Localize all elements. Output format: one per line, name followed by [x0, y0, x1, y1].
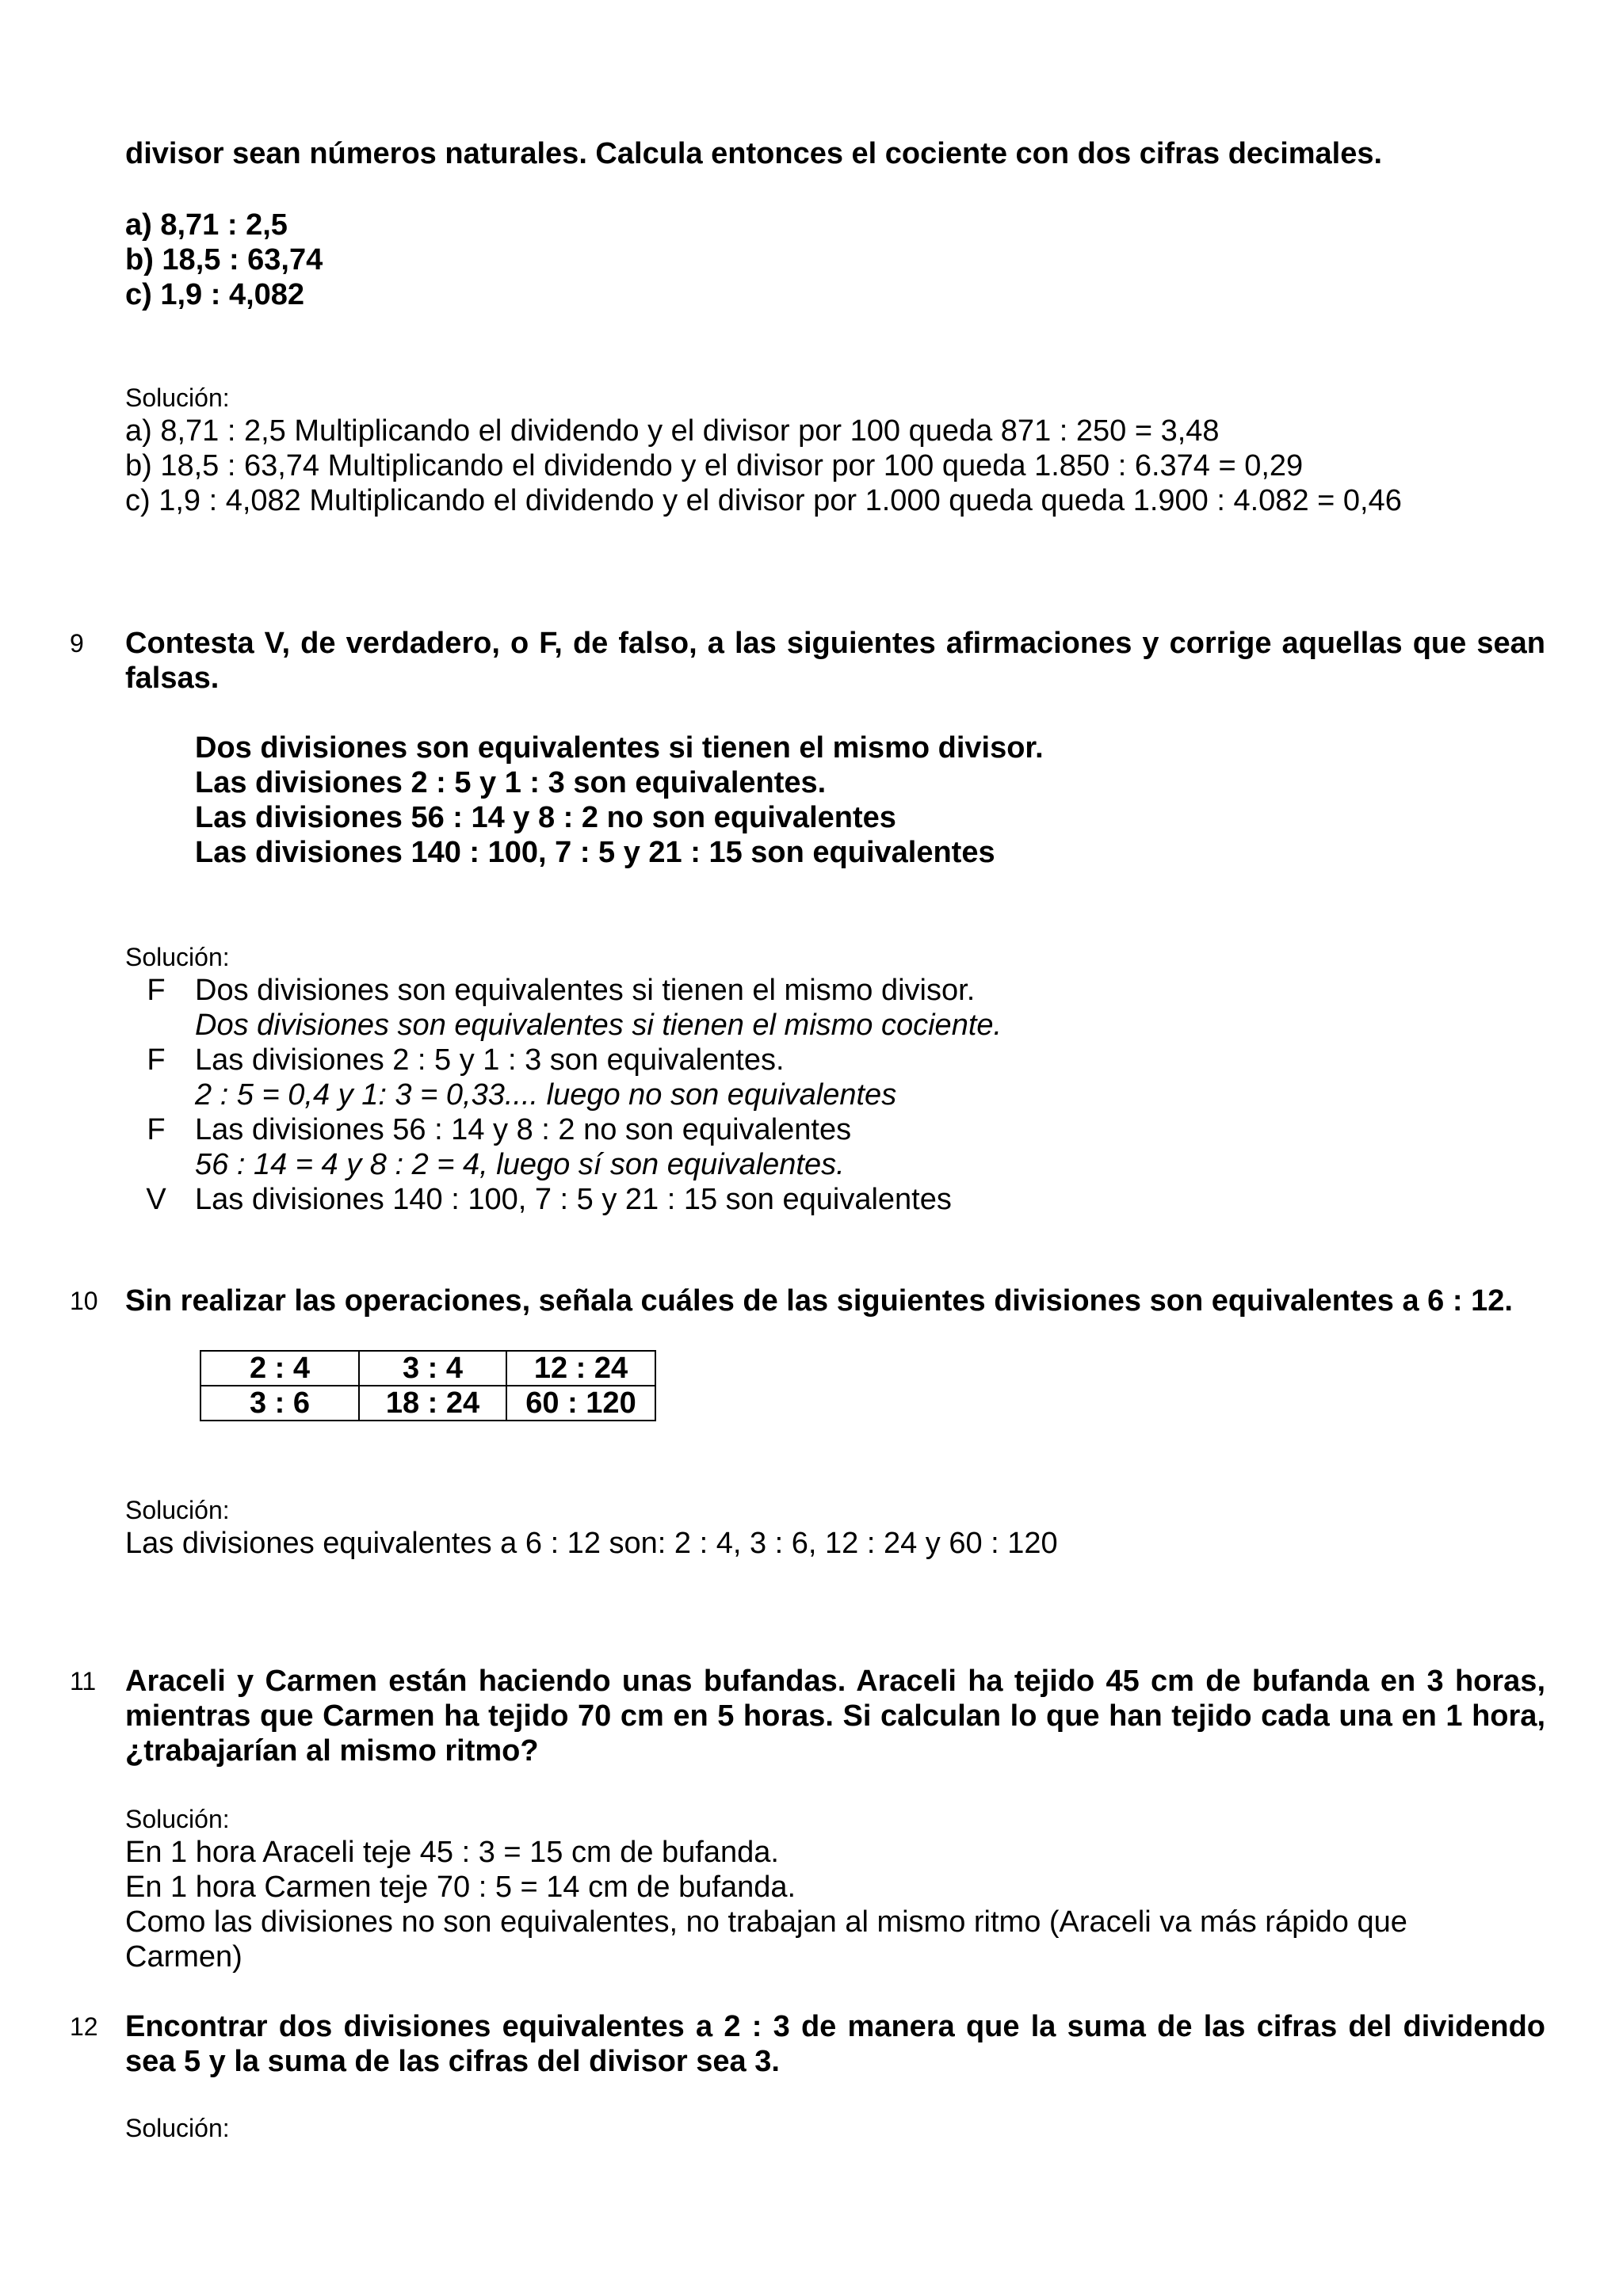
table-cell: 2 : 4: [200, 1351, 359, 1386]
intro-solution-b: b) 18,5 : 63,74 Multiplicando el dividendo y el divisor por 100 queda 1.850 : 6.374 = 0,29: [125, 449, 1304, 482]
q11-solution-1: En 1 hora Araceli teje 45 : 3 = 15 cm de bufanda.: [125, 1836, 779, 1869]
q9-answer-3-correction: 56 : 14 = 4 y 8 : 2 = 4, luego sí son equivalentes.: [195, 1148, 845, 1181]
equivalence-table: [200, 1350, 656, 1421]
table-cell: 18 : 24: [359, 1386, 506, 1421]
intro-item-b: b) 18,5 : 63,74: [125, 243, 323, 277]
q9-number: 9: [70, 629, 84, 658]
table-cell: 60 : 120: [506, 1386, 655, 1421]
q9-answer-1-correction: Dos divisiones son equivalentes si tienen el mismo cociente.: [195, 1009, 1002, 1042]
table-row: [200, 1351, 655, 1386]
q9-answer-2-correction: 2 : 5 = 0,4 y 1: 3 = 0,33.... luego no son equivalentes: [195, 1078, 897, 1112]
q9-answer-4-text: Las divisiones 140 : 100, 7 : 5 y 21 : 15 son equivalentes: [195, 1183, 952, 1216]
q10-solution-label: Solución:: [125, 1496, 230, 1524]
intro-statement: divisor sean números naturales. Calcula entonces el cociente con dos cifras decimales.: [125, 137, 1383, 170]
q11-solution-3: Como las divisiones no son equivalentes, no trabajan al mismo ritmo (Araceli va más rápido que Carmen): [125, 1905, 1407, 1974]
q9-statement: Contesta V, de verdadero, o F, de falso, a las siguientes afirmaciones y corrige aquellas que sean falsas.: [125, 627, 1545, 695]
table-cell: 3 : 6: [200, 1386, 359, 1421]
q9-answer-2-text: Las divisiones 2 : 5 y 1 : 3 son equivalentes.: [195, 1043, 785, 1077]
q9-claim-3: Las divisiones 56 : 14 y 8 : 2 no son equivalentes: [195, 801, 896, 834]
q9-answer-1-mark: F: [147, 974, 166, 1007]
q11-number: 11: [70, 1667, 97, 1695]
q9-answer-4-mark: V: [146, 1183, 166, 1216]
q12-number: 12: [70, 2012, 98, 2041]
q9-answer-1-text: Dos divisiones son equivalentes si tienen el mismo divisor.: [195, 974, 976, 1007]
intro-item-c: c) 1,9 : 4,082: [125, 278, 305, 311]
q11-statement: Araceli y Carmen están haciendo unas bufandas. Araceli ha tejido 45 cm de bufanda en 3 horas, mientras que Carmen ha tejido 70 cm en 5 horas. Si calculan lo que han tejido cada una en 1 hora, ¿trabajarían al mismo ritmo?: [125, 1665, 1545, 1768]
intro-solution-label: Solución:: [125, 383, 230, 412]
intro-solution-c: c) 1,9 : 4,082 Multiplicando el dividendo y el divisor por 1.000 queda queda 1.900 : 4.082 = 0,46: [125, 484, 1402, 517]
q9-answer-3-text: Las divisiones 56 : 14 y 8 : 2 no son equivalentes: [195, 1113, 852, 1146]
q11-solution-label: Solución:: [125, 1805, 230, 1833]
q9-claim-1: Dos divisiones son equivalentes si tienen el mismo divisor.: [195, 731, 1044, 765]
q9-claim-4: Las divisiones 140 : 100, 7 : 5 y 21 : 15 son equivalentes: [195, 836, 995, 869]
table-cell: 12 : 24: [506, 1351, 655, 1386]
q12-statement: Encontrar dos divisiones equivalentes a 2 : 3 de manera que la suma de las cifras del dividendo sea 5 y la suma de las cifras del divisor sea 3.: [125, 2010, 1545, 2078]
q10-statement: Sin realizar las operaciones, señala cuáles de las siguientes divisiones son equivalentes a 6 : 12.: [125, 1284, 1513, 1318]
q9-solution-label: Solución:: [125, 943, 230, 971]
q9-answer-2-mark: F: [147, 1043, 166, 1077]
table-cell: 3 : 4: [359, 1351, 506, 1386]
q9-answer-3-mark: F: [147, 1113, 166, 1146]
q11-solution-2: En 1 hora Carmen teje 70 : 5 = 14 cm de bufanda.: [125, 1871, 796, 1904]
q12-solution-label: Solución:: [125, 2114, 230, 2142]
intro-item-a: a) 8,71 : 2,5: [125, 208, 288, 242]
intro-solution-a: a) 8,71 : 2,5 Multiplicando el dividendo y el divisor por 100 queda 871 : 250 = 3,48: [125, 414, 1220, 448]
q9-claim-2: Las divisiones 2 : 5 y 1 : 3 son equivalentes.: [195, 766, 827, 799]
q10-number: 10: [70, 1287, 98, 1315]
q10-solution: Las divisiones equivalentes a 6 : 12 son: 2 : 4, 3 : 6, 12 : 24 y 60 : 120: [125, 1527, 1058, 1560]
table-row: [200, 1386, 655, 1421]
